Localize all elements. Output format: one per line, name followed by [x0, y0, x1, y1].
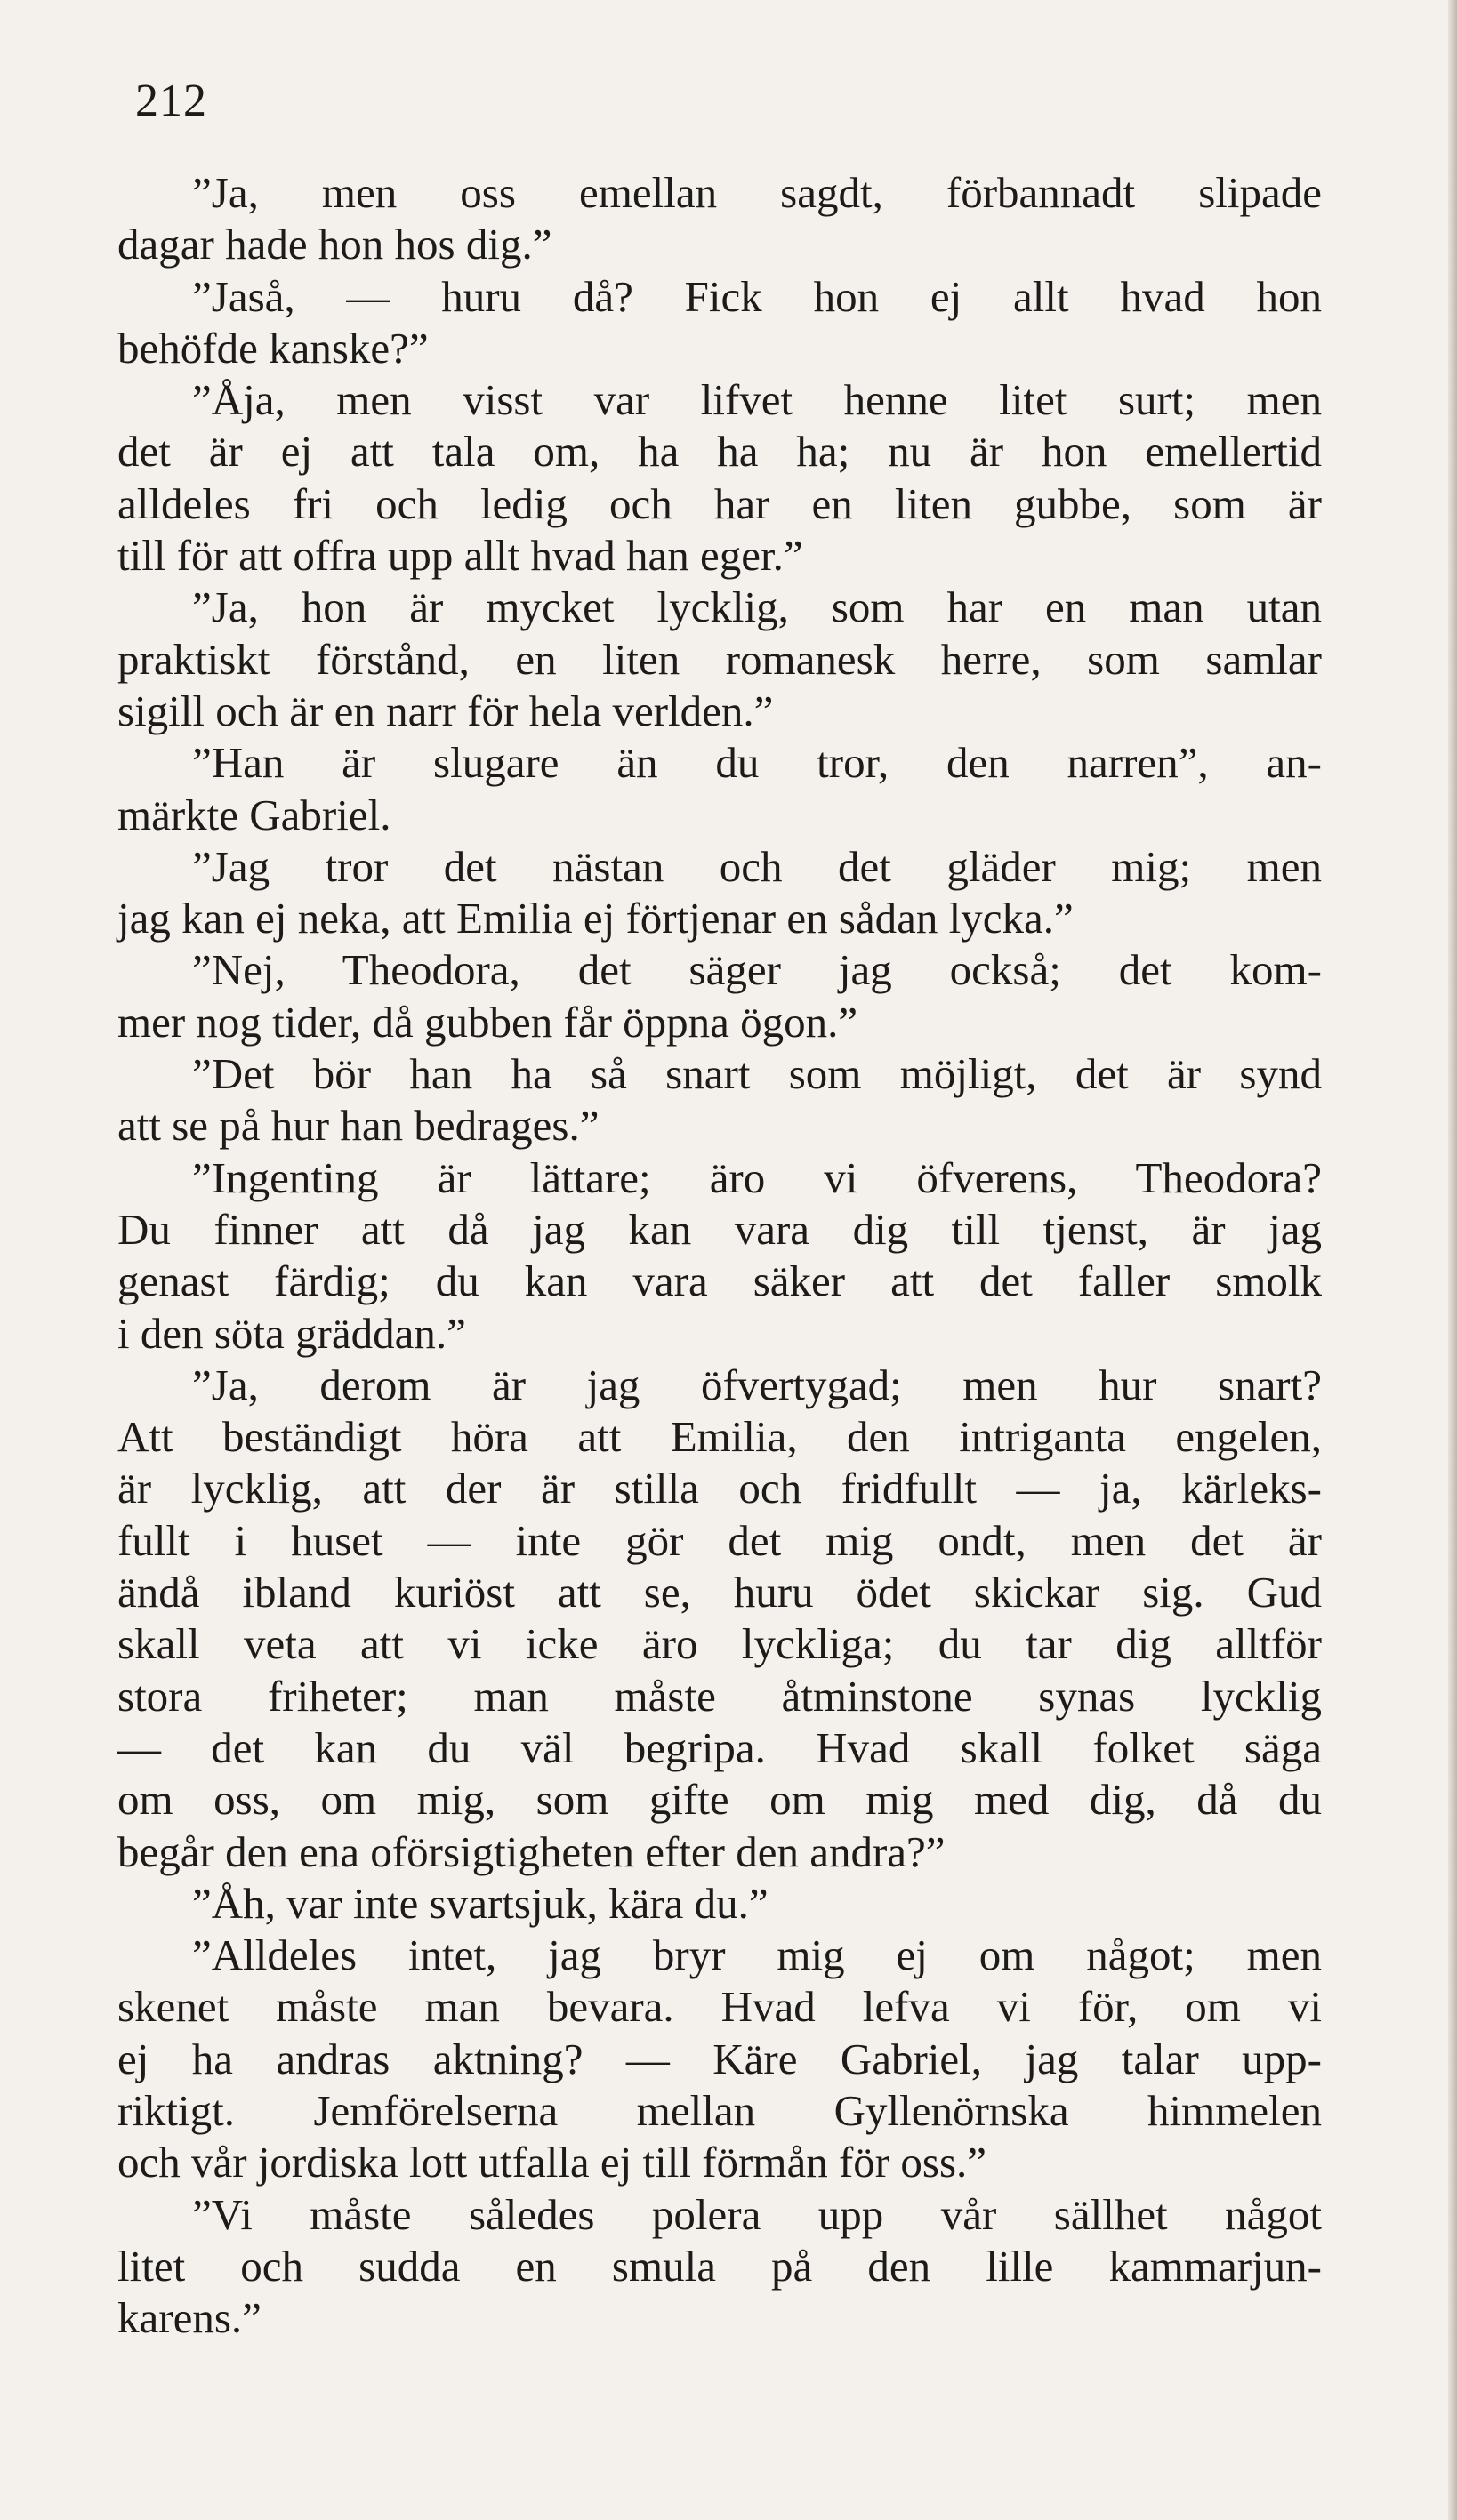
text-line: praktiskt förstånd, en liten romanesk herre, som samlar	[117, 634, 1322, 684]
text-line: litet och sudda en smula på den lille kammarjun-	[117, 2241, 1322, 2291]
text-line: behöfde kanske?”	[117, 323, 429, 373]
text-line: om oss, om mig, som gifte om mig med dig, då du	[117, 1775, 1322, 1825]
text-line: ”Vi måste således polera upp vår sällhet något	[192, 2189, 1322, 2239]
text-line: ej ha andras aktning? — Käre Gabriel, jag talar upp-	[117, 2034, 1322, 2083]
text-line: att se på hur han bedrages.”	[117, 1101, 600, 1151]
text-line: ”Ja, hon är mycket lycklig, som har en man utan	[192, 582, 1322, 632]
text-line: ”Alldeles intet, jag bryr mig ej om något; men	[192, 1930, 1322, 1980]
text-line: skall veta att vi icke äro lyckliga; du tar dig alltför	[117, 1619, 1322, 1669]
text-line: mer nog tider, då gubben får öppna ögon.”	[117, 997, 858, 1047]
text-line: ”Det bör han ha så snart som möjligt, det är synd	[192, 1049, 1322, 1099]
text-line: fullt i huset — inte gör det mig ondt, men det är	[117, 1515, 1322, 1565]
text-line: jag kan ej neka, att Emilia ej förtjenar en sådan lycka.”	[117, 894, 1074, 943]
text-line: ”Ingenting är lättare; äro vi öfverens, Theodora?	[192, 1152, 1322, 1202]
text-line: sigill och är en narr för hela verlden.”	[117, 686, 774, 735]
text-line: begår den ena oförsigtigheten efter den andra?”	[117, 1826, 946, 1876]
text-line: ”Ja, derom är jag öfvertygad; men hur snart?	[192, 1360, 1322, 1409]
page-number: 212	[135, 76, 207, 126]
text-line: ”Han är slugare än du tror, den narren”, an-	[192, 738, 1322, 788]
page-edge-shadow	[1448, 0, 1457, 2520]
text-line: ändå ibland kuriöst att se, huru ödet skickar sig. Gud	[117, 1568, 1322, 1617]
text-line: alldeles fri och ledig och har en liten gubbe, som är	[117, 478, 1322, 528]
text-line: ”Jaså, — huru då? Fick hon ej allt hvad hon	[192, 271, 1322, 321]
text-line: Du finner att då jag kan vara dig till tjenst, är jag	[117, 1204, 1322, 1254]
text-line: — det kan du väl begripa. Hvad skall folket säga	[117, 1722, 1322, 1772]
text-line: stora friheter; man måste åtminstone synas lycklig	[117, 1671, 1322, 1721]
text-line: ”Åh, var inte svartsjuk, kära du.”	[192, 1878, 769, 1928]
text-line: i den söta gräddan.”	[117, 1308, 466, 1358]
text-line: karens.”	[117, 2293, 262, 2343]
text-line: och vår jordiska lott utfalla ej till förmån för oss.”	[117, 2138, 987, 2187]
body-text	[117, 167, 1322, 2344]
text-line: ”Åja, men visst var lifvet henne litet surt; men	[192, 375, 1322, 425]
text-line: ”Ja, men oss emellan sagdt, förbannadt slipade	[192, 168, 1322, 217]
text-line: dagar hade hon hos dig.”	[117, 220, 552, 269]
text-line: till för att offra upp allt hvad han eger.”	[117, 531, 803, 581]
text-line: skenet måste man bevara. Hvad lefva vi för, om vi	[117, 1982, 1322, 2032]
text-line: Att beständigt höra att Emilia, den intriganta engelen,	[117, 1412, 1322, 1462]
text-line: är lycklig, att der är stilla och fridfullt — ja, kärleks-	[117, 1464, 1322, 1513]
text-line: det är ej att tala om, ha ha ha; nu är hon emellertid	[117, 427, 1322, 477]
text-line: genast färdig; du kan vara säker att det faller smolk	[117, 1256, 1322, 1306]
text-line: ”Nej, Theodora, det säger jag också; det kom-	[192, 945, 1322, 995]
text-line: märkte Gabriel.	[117, 790, 391, 839]
text-line: riktigt. Jemförelserna mellan Gyllenörnska himmelen	[117, 2085, 1322, 2135]
text-line: ”Jag tror det nästan och det gläder mig; men	[192, 841, 1322, 891]
